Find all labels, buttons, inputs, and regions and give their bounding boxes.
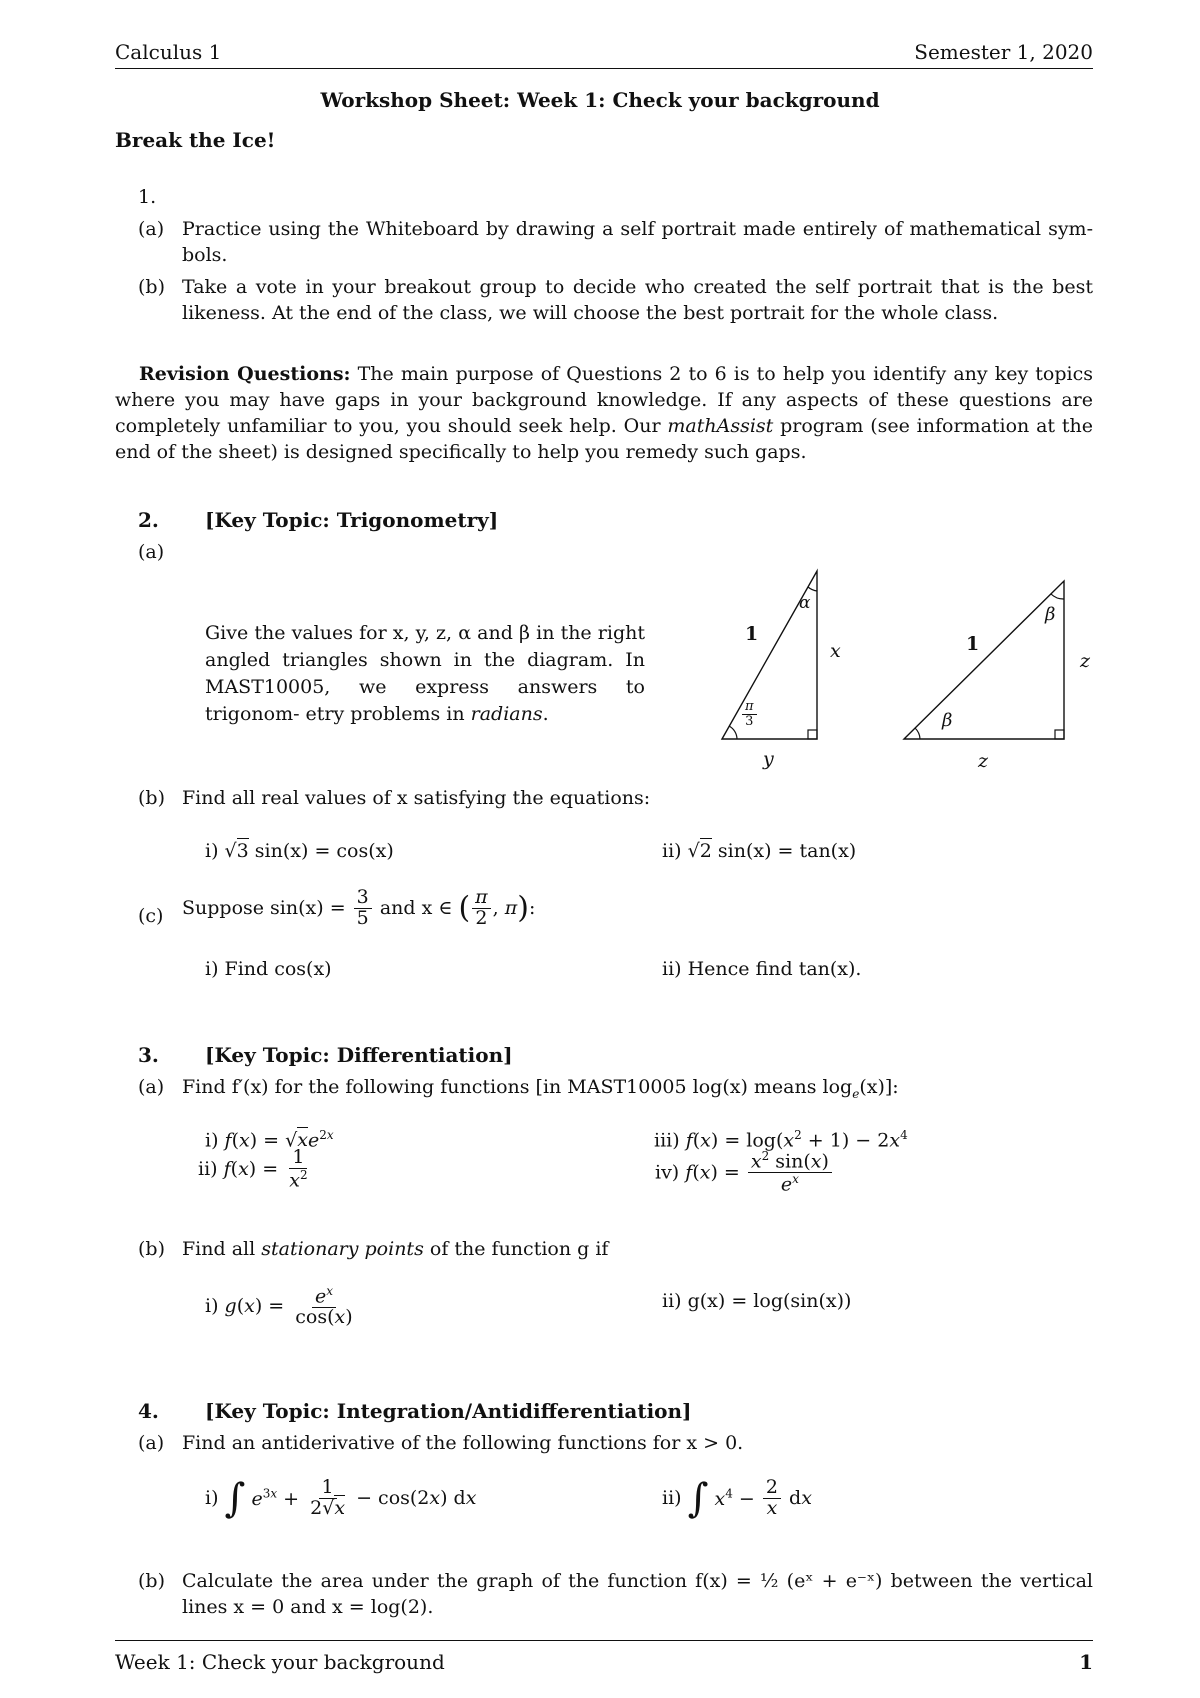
question-2c-fraction-numerator: 3 xyxy=(354,888,372,909)
revision-text-2: program (see information at the end of the sheet) is designed specifically to help you remedy such gaps. xyxy=(115,415,1094,463)
question-2c-i: i) Find cos(x) xyxy=(205,958,332,980)
triangle-2-hypotenuse-label: 1 xyxy=(966,633,980,655)
question-4b xyxy=(138,1568,1093,1620)
question-3b-text-stationary: stationary points xyxy=(261,1238,424,1260)
triangle-1-base-y-label: y xyxy=(763,748,774,770)
question-2a-text-end: . xyxy=(542,703,549,725)
question-2c-ii: ii) Hence find tan(x). xyxy=(662,958,862,980)
question-1b-label: (b) xyxy=(138,276,165,298)
question-1a xyxy=(138,216,1093,268)
question-2b-label: (b) xyxy=(138,787,165,809)
question-4a-i: i) ∫ $e^{3x}$ + $\frac{1}{2√x}$ − cos(2x) dx xyxy=(205,1475,477,1522)
question-1-number: 1. xyxy=(138,186,157,208)
question-1b xyxy=(138,274,1093,326)
question-2a-text xyxy=(205,620,645,728)
footer-rule xyxy=(115,1640,1093,1641)
question-2a-label: (a) xyxy=(138,541,165,563)
question-2c-label: (c) xyxy=(138,905,164,927)
question-4a-label: (a) xyxy=(138,1432,165,1454)
triangle-2-angle-arc-top xyxy=(1051,594,1064,599)
triangle-1-angle-pi-over-3: $\frac{\pi}{3}$ xyxy=(740,700,759,728)
question-3-topic: [Key Topic: Differentiation] xyxy=(205,1043,513,1067)
question-2a-text-radians: radians xyxy=(470,703,543,725)
question-3b-label: (b) xyxy=(138,1238,165,1260)
question-3b-ii: ii) g(x) = log(sin(x)) xyxy=(662,1290,852,1312)
question-3b-text-end: of the function g if xyxy=(429,1238,609,1260)
question-2b-ii-equation: sin(x) = tan(x) xyxy=(717,840,857,862)
triangle-2-base-z-label: z xyxy=(978,750,989,772)
question-3b-i: i) g(x) = $\frac{e^x}{\cos(x)}$ xyxy=(205,1284,353,1329)
triangle-1-alpha-label: α xyxy=(799,593,811,613)
question-2-topic: [Key Topic: Trigonometry] xyxy=(205,508,499,532)
question-3a-ii: ii) f(x) = $\frac{1}{x^2}$ xyxy=(198,1146,308,1192)
question-2c-fraction-denominator: 5 xyxy=(356,906,369,929)
question-2b-i-equation: sin(x) = cos(x) xyxy=(254,840,394,862)
triangle-2-shape xyxy=(904,581,1064,739)
revision-paragraph xyxy=(115,361,1093,465)
question-3b-text-lead: Find all xyxy=(182,1238,256,1260)
question-2b-ii-label: ii) xyxy=(662,840,682,862)
triangle-1-hypotenuse-label: 1 xyxy=(745,623,759,645)
footer-page-number: 1 xyxy=(1079,1650,1093,1674)
page-title: Workshop Sheet: Week 1: Check your background xyxy=(320,88,880,112)
question-2a-text-main: Give the values for x, y, z, α and β in the right angled triangles shown in the diagram. In MAST10005, we express answers to trigonom- etry problems in xyxy=(205,622,645,725)
question-4-number: 4. xyxy=(138,1399,159,1423)
revision-label: Revision Questions: xyxy=(139,363,351,385)
question-4-topic: [Key Topic: Integration/Antidifferentiation] xyxy=(205,1399,692,1423)
question-1b-text: Take a vote in your breakout group to decide who created the self portrait that is the best likeness. At the end of the class, we will choose the best portrait for the whole class. xyxy=(182,276,1093,324)
triangle-2-right-angle xyxy=(1055,730,1064,739)
triangle-1-side-x-label: x xyxy=(830,640,841,662)
question-1a-label: (a) xyxy=(138,218,165,240)
triangle-1-angle-arc-bottom xyxy=(729,726,737,739)
header-course: Calculus 1 xyxy=(115,40,222,64)
header-rule xyxy=(115,68,1093,69)
question-2b-text: Find all real values of x satisfying the equations: xyxy=(182,787,651,809)
triangle-2-angle-arc-bottom xyxy=(915,728,920,739)
triangle-2-side-z-label: z xyxy=(1080,650,1091,672)
footer-title: Week 1: Check your background xyxy=(115,1650,445,1674)
question-4b-label: (b) xyxy=(138,1570,165,1592)
section-heading-break-ice: Break the Ice! xyxy=(115,128,276,152)
question-2c-text-lead: Suppose sin(x) = xyxy=(182,896,346,919)
triangle-1-right-angle xyxy=(808,730,817,739)
question-3a-text-end: (x)]: xyxy=(859,1076,899,1098)
triangle-diagram-1 xyxy=(715,565,875,775)
question-2b-ii: ii) √2 sin(x) = tan(x) xyxy=(662,840,857,862)
question-2-number: 2. xyxy=(138,508,159,532)
question-2c-text-interval: and x ∈ xyxy=(379,896,453,919)
revision-program-name: mathAssist xyxy=(667,415,774,437)
triangle-1-angle-arc-top xyxy=(808,587,817,591)
question-3a-iii: iii) $f(x) = \log(x^2 + 1) - 2x^4$ xyxy=(654,1128,908,1152)
question-4a-text: Find an antiderivative of the following functions for x > 0. xyxy=(182,1432,744,1454)
question-3a-iv: iv) f(x) = $\frac{x^2 \sin(x)}{e^x}$ xyxy=(655,1150,834,1196)
question-3-number: 3. xyxy=(138,1043,159,1067)
header-semester: Semester 1, 2020 xyxy=(914,40,1093,64)
revision-text-1: The main purpose of Questions 2 to 6 is to help you identify any key topics where you may have gaps in your background knowledge. If any aspects of these questions are completely unfamiliar to you, you should seek help. Our xyxy=(115,363,1093,437)
question-4b-text: Calculate the area under the graph of the function f(x) = ½ (eˣ + e⁻ˣ) between the vertical lines x = 0 and x = log(2). xyxy=(182,1570,1093,1618)
question-2b-i: i) √3 sin(x) = cos(x) xyxy=(205,840,394,862)
question-4a-ii: ii) ∫ $x^4$ − $\frac{2}{x}$ dx xyxy=(662,1475,812,1522)
question-1a-text: Practice using the Whiteboard by drawing a self portrait made entirely of mathematical sym- bols. xyxy=(182,218,1093,266)
question-2c-text: Suppose sin(x) = $\frac{3}{5}$ and x ∈ ( $\frac{\pi}{2}$ , π): xyxy=(182,886,536,929)
question-3b-text xyxy=(182,1238,608,1260)
question-3a-label: (a) xyxy=(138,1076,165,1098)
question-3a-i: i) $f(x) = √xe^{2x}$ xyxy=(205,1128,334,1152)
question-2b-i-label: i) xyxy=(205,840,219,862)
triangle-2-beta-bottom-label: β xyxy=(942,710,953,731)
question-3a-text-main: Find f′(x) for the following functions [in MAST10005 log(x) means log xyxy=(182,1076,853,1098)
question-3a-text: Find f′(x) for the following functions [in MAST10005 log(x) means $\log_e(x)$]: xyxy=(182,1076,899,1101)
triangle-2-beta-top-label: β xyxy=(1045,604,1056,625)
